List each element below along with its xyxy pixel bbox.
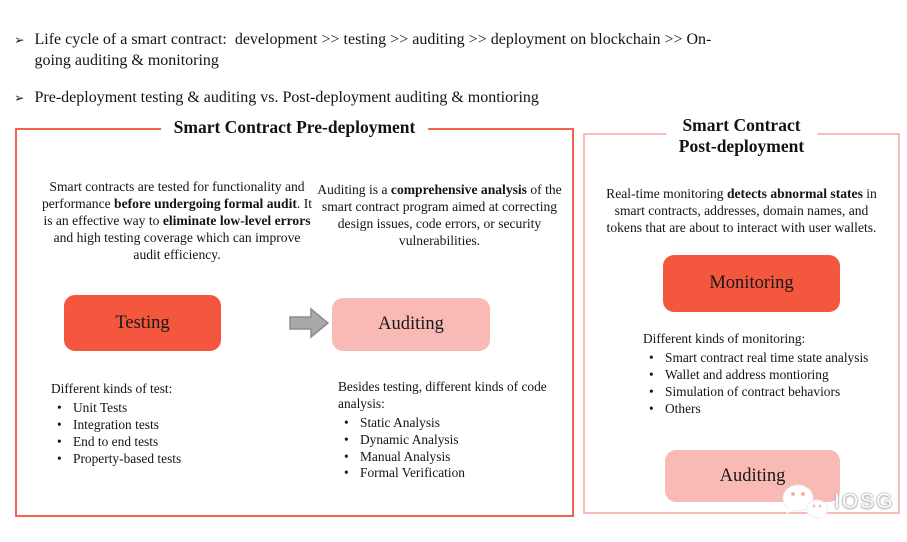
arrowhead-bullet-icon: ➢ — [14, 90, 25, 105]
testing-description-segment: . It is an effective way to — [43, 195, 313, 228]
dot-bullet-icon: • — [649, 366, 654, 382]
list-item — [51, 451, 296, 468]
list-item — [51, 417, 296, 434]
list-item-text: Integration tests — [73, 416, 159, 432]
iosg-watermark-text: IOSG — [834, 490, 895, 513]
list-item — [643, 384, 885, 401]
testing-description-segment: Smart contracts are tested for functionality and performance — [41, 178, 305, 211]
wechat-bubbles-icon — [780, 483, 832, 521]
list-item-text: Others — [665, 400, 701, 416]
dot-bullet-icon: • — [649, 349, 654, 365]
test-kinds-header: Different kinds of test: — [51, 381, 173, 396]
arrowhead-bullet-icon: ➢ — [14, 32, 25, 47]
iosg-watermark — [780, 483, 895, 521]
dot-bullet-icon: • — [344, 465, 349, 481]
auditing-description-segment: of the smart contract program aimed at correcting design issues, code errors, or security vulnerabilities. — [321, 181, 562, 248]
auditing-description-segment: Auditing is a — [317, 181, 391, 197]
dot-bullet-icon: • — [344, 414, 349, 430]
testing-description-bold: eliminate low-level errors — [162, 212, 311, 228]
monitoring-kinds-list — [643, 331, 885, 417]
auditing-shape-button — [332, 298, 490, 351]
test-kinds-list — [51, 381, 296, 467]
list-item-text: Property-based tests — [73, 450, 182, 466]
post-box-title-line2: Post-deployment — [678, 135, 805, 156]
auditing-description — [308, 182, 571, 250]
list-item — [338, 465, 578, 482]
auditing-shape-label: Auditing — [719, 465, 786, 486]
list-item — [643, 350, 885, 367]
list-item — [51, 434, 296, 451]
list-item — [338, 449, 578, 466]
list-item-text: Static Analysis — [360, 414, 440, 430]
list-item-text: Manual Analysis — [360, 448, 451, 464]
list-item-text: Simulation of contract behaviors — [665, 383, 841, 399]
list-item-text: Formal Verification — [360, 465, 465, 481]
monitoring-description-segment: Real-time monitoring — [606, 185, 727, 201]
testing-description-bold: before undergoing formal audit — [114, 195, 297, 211]
monitoring-description — [596, 186, 887, 237]
code-analysis-list — [338, 379, 578, 482]
monitoring-description-segment: in smart contracts, addresses, domain names, and tokens that are about to interact with user wallets. — [606, 185, 877, 235]
testing-description — [41, 179, 313, 264]
pre-vs-post-bullet-text: Pre-deployment testing & auditing vs. Post-deployment auditing & montioring — [34, 89, 539, 106]
dot-bullet-icon: • — [649, 383, 654, 399]
list-item — [51, 400, 296, 417]
monitoring-description-bold: detects abnormal states — [726, 185, 863, 201]
dot-bullet-icon: • — [344, 448, 349, 464]
lifecycle-bullet-text: Life cycle of a smart contract: development >> testing >> auditing >> deployment on blockchain >> On-going auditing & monitoring — [34, 31, 712, 70]
list-item-text: Unit Tests — [73, 399, 128, 415]
testing-shape-label: Testing — [115, 312, 170, 333]
list-item — [338, 432, 578, 449]
list-item-text: End to end tests — [73, 433, 159, 449]
dot-bullet-icon: • — [649, 400, 654, 416]
list-item — [643, 367, 885, 384]
dot-bullet-icon: • — [57, 399, 62, 415]
list-item-text: Dynamic Analysis — [360, 431, 459, 447]
monitoring-shape-label: Monitoring — [709, 273, 794, 293]
post-box-title-line1: Smart Contract — [682, 115, 801, 135]
auditing-shape-label: Auditing — [378, 314, 444, 334]
list-item-text: Smart contract real time state analysis — [665, 349, 869, 365]
pre-vs-post-bullet — [14, 87, 854, 108]
list-item-text: Wallet and address montioring — [665, 366, 829, 382]
pre-deployment-box — [15, 117, 574, 517]
monitoring-kinds-header: Different kinds of monitoring: — [643, 331, 806, 346]
auditing-description-bold: comprehensive analysis — [390, 181, 527, 197]
arrow-right-icon — [289, 307, 329, 339]
list-item — [338, 415, 578, 432]
dot-bullet-icon: • — [57, 416, 62, 432]
list-item — [643, 401, 885, 418]
lifecycle-bullet — [14, 29, 744, 71]
monitoring-shape-button — [663, 255, 840, 312]
post-deployment-box — [583, 115, 900, 514]
code-analysis-header: Besides testing, different kinds of code analysis: — [338, 379, 547, 411]
testing-description-segment: and high testing coverage which can improve audit efficiency. — [53, 229, 301, 262]
pre-box-title: Smart Contract Pre-deployment — [161, 117, 429, 138]
testing-shape-button — [64, 295, 221, 351]
dot-bullet-icon: • — [57, 433, 62, 449]
post-box-title — [666, 115, 817, 156]
dot-bullet-icon: • — [344, 431, 349, 447]
dot-bullet-icon: • — [57, 450, 62, 466]
